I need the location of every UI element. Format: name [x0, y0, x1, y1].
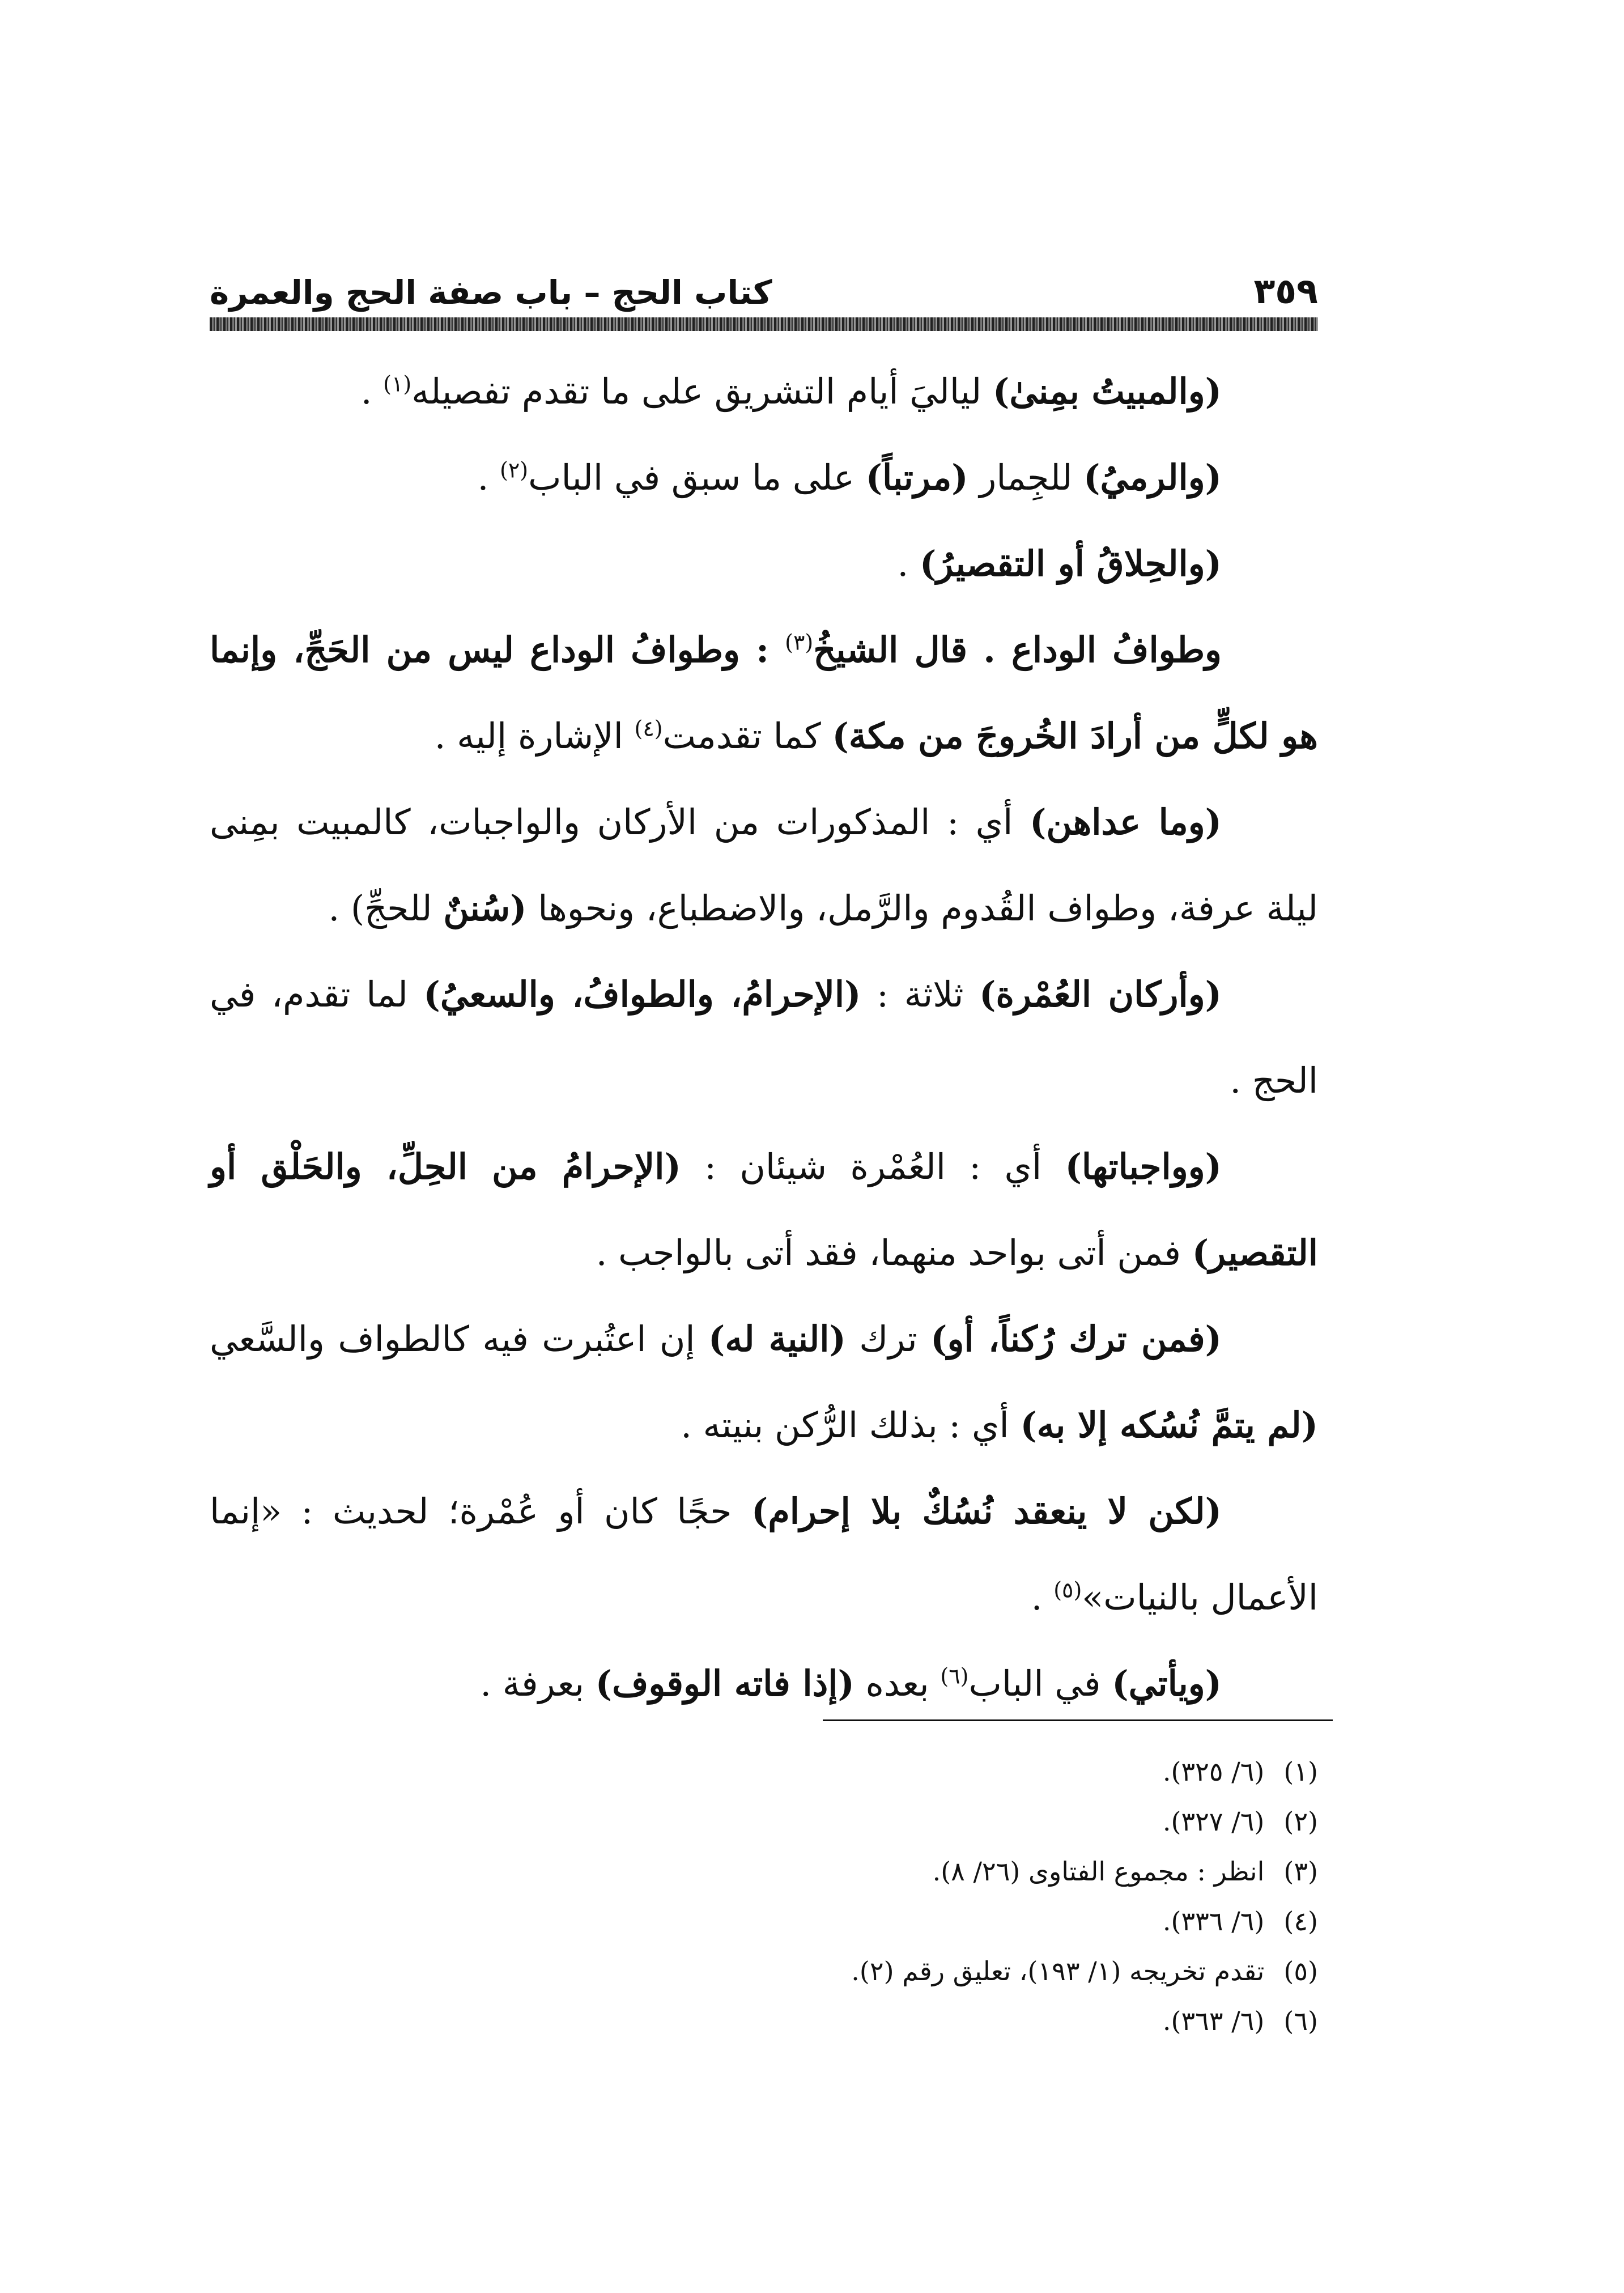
text: أي : العُمْرة شيئان : [681, 1146, 1065, 1187]
footnote-number: (١) [1283, 1756, 1318, 1787]
footnotes [210, 1747, 1318, 2046]
text: في الباب [968, 1663, 1112, 1704]
footnote-text: انظر : مجموع الفتاوى (٢٦/ ٨). [932, 1856, 1265, 1887]
footnote-number: (٥) [1283, 1956, 1318, 1986]
footnote-text: (٦/ ٣٦٣). [1162, 2006, 1265, 2036]
term: (مرتباً) [865, 457, 968, 498]
text: ثلاثة : [861, 974, 980, 1015]
paragraph-4 [210, 607, 1318, 779]
text: على ما سبق في الباب [528, 457, 866, 498]
footnote-4 [210, 1896, 1318, 1946]
text: . [477, 457, 500, 498]
footnote-ref: (٤) [634, 716, 663, 741]
footnote-number: (٤) [1283, 1906, 1318, 1937]
paragraph-7 [210, 1124, 1318, 1296]
term: (فمن ترك رُكناً، أو) [930, 1318, 1222, 1360]
text: ترك [845, 1318, 931, 1360]
chapter-title: كتاب الحج – باب صفة الحج والعمرة [210, 273, 772, 312]
text: إن اعتُبرت فيه كالطواف والسَّعي [210, 1318, 709, 1360]
footnote-1 [210, 1747, 1318, 1797]
text: بعده [854, 1663, 941, 1704]
term: (سُننٌ [443, 888, 527, 929]
term: (لم يتمَّ نُسُكه إلا به) [1020, 1404, 1318, 1446]
term: (وأركان العُمْرة) [979, 974, 1222, 1015]
paragraph-8 [210, 1296, 1318, 1468]
main-text [210, 349, 1318, 1727]
paragraph-5 [210, 779, 1318, 952]
text: . [897, 543, 920, 584]
footnote-text: (٦/ ٣٢٥). [1162, 1756, 1265, 1787]
footnote-number: (٣) [1283, 1856, 1318, 1887]
footnote-ref: (٦) [940, 1663, 969, 1689]
footnote-number: (٢) [1283, 1806, 1318, 1837]
footnote-text: تقدم تخريجه (١/ ١٩٣)، تعليق رقم (٢). [851, 1956, 1265, 1986]
term: (ويأتي) [1112, 1663, 1222, 1704]
footnote-ref: (٣) [785, 630, 814, 655]
text: للجِمار [968, 457, 1084, 498]
paragraph-1 [210, 349, 1318, 435]
text: . [360, 371, 384, 412]
text: كما تقدمت [662, 715, 832, 757]
footnote-ref: (١) [383, 371, 412, 397]
text: لما تقدم، في الحج . [210, 974, 1318, 1101]
footnote-separator [823, 1719, 1333, 1721]
running-header [210, 249, 1318, 312]
paragraph-9 [210, 1468, 1318, 1641]
term: وطوافُ الوداع . قال الشيخُ [813, 629, 1222, 670]
text: الإشارة إليه . [434, 715, 635, 757]
paragraph-3 [210, 521, 1318, 607]
text: لياليَ أيام التشريق على ما تقدم تفصيله [411, 371, 993, 412]
text: حجًا كان أو عُمْرة؛ لحديث : «إنما الأعمال بالنيات» [210, 1491, 1318, 1618]
text: أي : المذكورات من الأركان والواجبات، كالمبيت بمِنى ليلة عرفة، وطواف القُدوم والرَّمل، والاضطباع، ونحوها [210, 801, 1318, 929]
footnote-ref: (٥) [1053, 1577, 1082, 1603]
footnote-2 [210, 1797, 1318, 1846]
header-rule [210, 317, 1318, 331]
term: (وواجباتها) [1065, 1146, 1222, 1187]
footnote-text: (٦/ ٣٣٦). [1162, 1906, 1265, 1937]
footnote-text: (٦/ ٣٢٧). [1162, 1806, 1265, 1837]
footnote-6 [210, 1996, 1318, 2046]
footnote-ref: (٢) [500, 457, 529, 483]
paragraph-6 [210, 952, 1318, 1124]
footnote-5 [210, 1946, 1318, 1996]
paragraph-2 [210, 435, 1318, 521]
text: أي : بذلك الرُّكن بنيته . [681, 1404, 1021, 1446]
term: (والحِلاقُ أو التقصيرُ) [919, 543, 1222, 584]
footnote-number: (٦) [1283, 2006, 1318, 2036]
term: (النية له) [708, 1318, 846, 1360]
text: . [1031, 1577, 1054, 1618]
term: (إذا فاته الوقوف) [595, 1663, 854, 1704]
text: بعرفة . [480, 1663, 596, 1704]
footnote-3 [210, 1846, 1318, 1896]
term: (وما عداهن) [1030, 801, 1222, 843]
text: فمن أتى بواحد منهما، فقد أتى بالواجب . [596, 1232, 1192, 1273]
term: (الإحرامُ، والطوافُ، والسعيُ) [423, 974, 861, 1015]
page-number: ٣٥٩ [1253, 270, 1318, 312]
term: (الإحرامُ من الحِلِّ، والحَلْق أو التقصير) [210, 1146, 1318, 1273]
term: (والرميُ) [1083, 457, 1222, 498]
term: (والمبيتُ بمِنىٰ) [993, 371, 1222, 412]
term: (لكن لا ينعقد نُسُكٌ بلا إحرام) [751, 1491, 1222, 1532]
term: : وطوافُ الوداع ليس من الحَجِّ، وإنما هو لكلٍّ من أرادَ الخُروجَ من مكة) [210, 629, 1318, 757]
paragraph-10 [210, 1641, 1318, 1727]
text: للحجِّ) . [328, 888, 444, 929]
